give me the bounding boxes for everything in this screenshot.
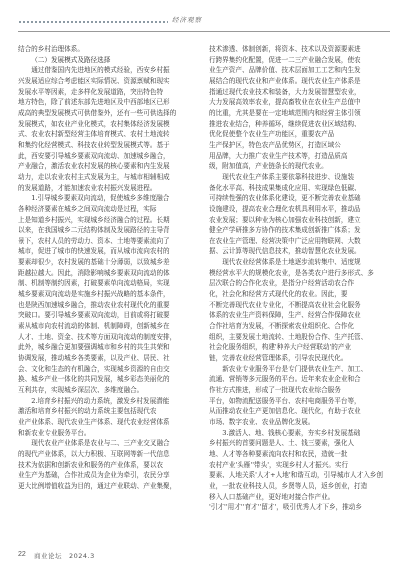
text-line: 优化促使整个农业生产功能区，重要农产品 [209,130,335,139]
text-line: 健全产学研推多方协作的技术集成创新推广体系；发 [209,226,361,235]
text-line: 距越拉越大。因此，消除影响城乡要素双向流动的体 [18,268,170,277]
text-line: 级，附加值高，产业链条长的现代农业。 [209,162,328,171]
text-line: 设施建设，提高农业合理化农机具利用水平，推动品 [209,204,361,213]
text-line: 生产保护区，特色农产品优势区，打造区域公 [209,140,341,149]
text-line: 业，一批农业科技人员，乡贤等人员，返乡创业，打造 [209,481,368,490]
text-line: 动力，走以农业农村主式发展为主，与城市相辅相成 [18,172,170,181]
text-line: 的现代产业体系，以大力积极、互联网等新一代信息 [18,449,170,458]
text-line: 技术为依据和创新农业和服务的产业体系，要以农 [18,460,164,469]
publication-info: 商业论坛 2024.3 [34,552,95,560]
left-column [18,44,199,492]
text-line: 模经营水平大的规模化农业，是各类农户进行多形式、多 [209,268,374,277]
page-header [18,12,398,44]
text-line: 和集约化经营模式、科技农业转型发展模式等。基于 [18,140,170,149]
page-number: 22 [18,551,26,558]
text-line: 新农业专业服务平台是专门提供农业生产、加工、 [222,364,368,373]
text-line: 以来，在我国城乡二元结构体制及发展路径的主导背 [18,226,170,235]
text-line: 兴发展适应综合考虑能区实际情况、资源禀赋和现实 [18,76,170,85]
text-line: 各种经济要素在城乡之间双向流动是过程，实际 [18,204,157,213]
right-column [209,44,390,513]
text-line: 制、机制等制约因素，打破要素单向流动格局，实现 [18,279,170,288]
text-line: 行跨界集约化配置，促进一二三产业融合发展，使农 [209,55,361,64]
text-line: 乡村振兴的首要问题是人、土、钱三要素，强化人 [209,439,355,448]
text-line: 从而推动农业生产更加信息化、现代化，有助于农业 [209,407,361,416]
text-line: 推进农业结合，种养循环，继续促进农业区域结构、 [209,119,361,128]
text-line: 城市，促进了城市的快速发展，而从城市流向农村的 [18,247,170,256]
text-line: 要素、人地关系'人才+人地'和谐互动，引导城市人才入乡创 [209,471,383,480]
text-line: 景下，农村人员的劳动力、资本、土地等要素流向了 [18,236,170,245]
text-line: 社会化服务组织，构建'种养大户经营联动'的产业 [209,343,352,352]
text-line: 链，完善农业经营管理体系，引导农民现代化。 [209,354,348,363]
text-line: 的发展道路，才能加速农业农村振兴发展进程。 [18,183,157,192]
text-line: 也是陕西加速城乡融合，推动农业农村现代化的重要 [18,300,170,309]
text-line: 成高的典型发展模式可供借鉴外，还有一些可供选择的 [18,108,177,117]
text-line: 业生产为基础，合作社成员为企业为牵引，农民分享 [18,471,170,480]
text-line: 可持续性强的农业体系化建设，更不断完善农业基础 [209,194,361,203]
text-line: 上是知道乡村振兴，实现城乡经济融合的过程。长期 [18,215,170,224]
text-line: 市场、数字农业、农业品牌化发展。 [209,417,315,426]
text-line: 激活和培育乡村振兴的动力系统主要包括现代农 [18,407,157,416]
text-line: 要素却很少，农村发展的基础十分薄弱，以致城乡差 [18,258,170,267]
section-heading: （二）发展模式及路径选择 [31,55,111,64]
text-line: 化，社会化和经营方式现代化的农业。因此，要 [209,290,348,299]
text-line: 2.培育乡村振兴的动力系统，激发乡村发展潜能 [31,396,170,405]
text-line: 组织，主要发展土地流转、土地股份合作、生产托管、 [209,332,368,341]
text-line: 流通、营销等多元服务的平台。近年来农业企业和合 [209,375,361,384]
text-line: 1.引导城乡要素双向流动，促使城乡多维度融合 [31,194,170,203]
text-line: 业产业体系、现代农业生产体系、现代农业经营体系 [18,417,170,426]
text-line: 式、农业农村新型经营主体培育模式、农村土地流转 [18,130,170,139]
text-line: 突破口。要引导城乡要素双向流动，目前或将打破要 [18,311,170,320]
text-line: 会、文化和生态的有机融合，实现城乡资源的自由交 [18,364,170,373]
text-line: 备化水平高、科技成果集成化应用、实现绿色低碳、 [209,183,361,192]
text-line: 体系的农业生产资料保障，生产、经营合作保障农业 [209,311,361,320]
text-line: 不断完善现代农业专业化，不断提高农业社会化服务 [209,300,361,309]
text-line: 换、城乡产业一体化的共同发展，城乡彩态美丽化的 [18,375,170,384]
text-line: 用品牌，大力推广农业生产技术等，打造品质高 [209,151,348,160]
text-line: 产业融合，激活农业农村发展的核心要素和内生发展 [18,162,170,171]
text-line: 地方特色，除了前述东部先进地区及中西部地区已形 [18,98,170,107]
text-line: 发展模式，如农业产业化模式，农村集体经济发展模 [18,119,170,128]
text-line: 现代农业产业体系是农业与二、三产业交叉融合 [31,439,170,448]
text-line: 此，西安要引导城乡要素双向流动、加速城乡融合， [18,151,170,160]
text-line: 和新农业专业服务平台。 [18,428,91,437]
text-line: 发展水平等因素，走多样化发展道路，突出特色特 [18,87,164,96]
text-line: 农村产业'头雁''带头'，实现乡村人才振兴。实行 [209,460,349,469]
text-line: 农业发展；要以种业为核心加强农业科技创新，建立 [209,215,361,224]
text-line: 合作社培育为发展，不断探索农业组织化、合作化 [209,322,355,331]
text-line: 现代农业经营体系是土地逐步流转集中、适度规 [222,258,361,267]
text-line: 素从城市向农村流动的体制、机制障碍，创新城乡在 [18,322,170,331]
section-title: 经济观察 [172,16,202,24]
text-line: 的比重，尤其是要在一定地域范围内和经营主体引领 [209,108,361,117]
text-line: 大力发展高效率农业，提高畜牧业在农业生产总值中 [209,98,361,107]
text-line: 互利共存，实现城乡深层次、多维度融合。 [18,386,144,394]
text-line: 据、云计算等现代信息技术，推动智慧化农业发展。 [209,247,361,256]
text-line: 指通过现代农业技术和装备，大力发展智慧型农业， [209,87,361,96]
text-line: 现代农业生产体系主要依靠科技进步、设施装 [222,172,355,181]
header-rule [18,31,390,32]
text-line: 城乡要素双向流动是实施乡村振兴战略的基本条件， [18,290,170,299]
text-line: 作社方式推进，形成了一批现代农业综合服务 [209,386,341,394]
text-line: 通过借鉴国内先进地区的模式经验，西安乡村振 [31,66,170,75]
text-line: 平台，如物流配送服务平台、农村电商服务平台等， [209,396,361,405]
page-footer [18,550,390,564]
text-line: 更大比例增值收益为目的，通过产业联动、产业集聚， [18,481,177,490]
text-line: 业生产资产、品牌价值、技术层面加工工艺和内生发 [209,66,361,75]
header-dotted-rule [18,20,168,24]
text-line: 结合的乡村治理体系。 [18,45,84,53]
text-line: 地、人才等各种要素流向农村和农民，造就一批 [209,449,348,458]
text-line: 移入人口基础产业，更好地对接合作产业。 [209,492,335,501]
text-line: 层次联合的合作化农业，是指分户经营活动农合作 [209,279,355,288]
text-line: 展结合的现代农业和产业体系。现代农业生产体系是 [209,76,361,85]
text-line: 协调发展，推动城乡各类要素，以及产业、居民、社 [18,354,170,363]
text-line: 人才、土地、资金、技术等方面双向流动的制度安排， [18,332,177,341]
text-line: 在农业生产管理、经营决策中广泛应用物联网、大数 [209,236,361,245]
text-line: '引才''用才''育才''留才'，吸引优秀人才下乡，推动乡 [209,503,362,512]
text-line: 3.激活人、地、钱核心要素，夯实乡村发展基础 [222,428,361,437]
text-line: 此外，城乡融合更加要强调城市和乡村的共生共荣和 [18,343,170,352]
text-line: 技术渗透、体制创新，将资本、技术以及资源要素进 [209,45,361,53]
